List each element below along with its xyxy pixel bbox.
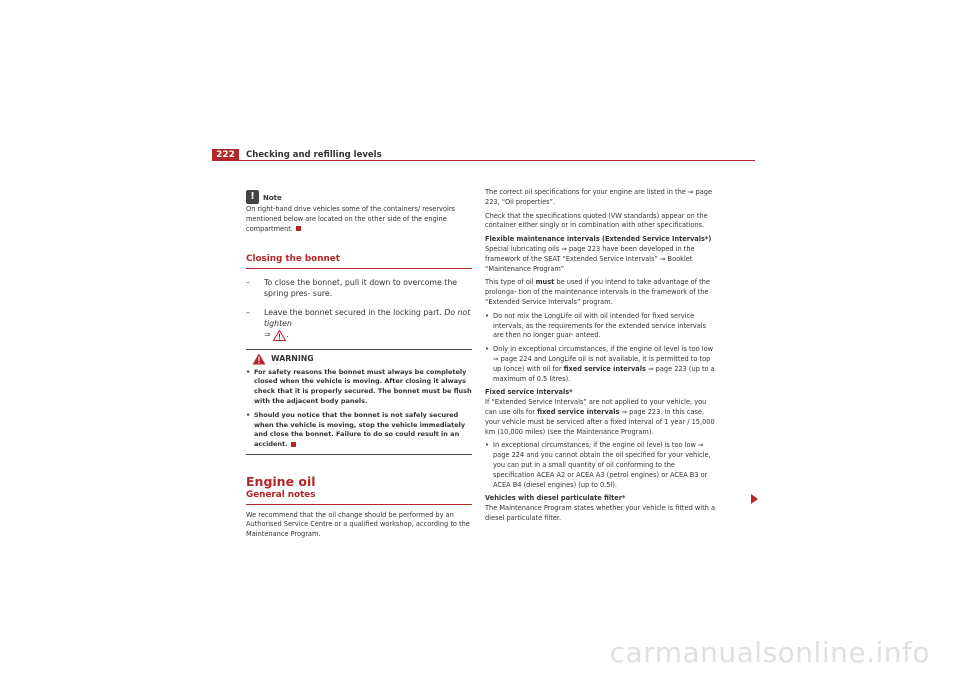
header-rule (212, 160, 755, 161)
warning-triangle-icon (252, 353, 266, 365)
subchapter-title: General notes (246, 491, 472, 505)
section-title-closing-bonnet: Closing the bonnet (246, 255, 472, 269)
right-column (485, 188, 715, 528)
running-title: Checking and refilling levels (246, 150, 382, 160)
warning-triangle-icon (273, 330, 286, 341)
watermark: carmanualsonline.info (609, 636, 930, 669)
step-2: – Leave the bonnet secured in the locking part. Do not tighten ⇒ . (246, 308, 471, 340)
end-mark-icon (296, 226, 301, 231)
paragraph: Check that the specifications quoted (VW standards) appear on the container either singly or in combination with other specifications. (485, 211, 708, 230)
left-column (246, 190, 472, 544)
info-note-icon: ! (246, 190, 259, 204)
bullet-item: • Only in exceptional circumstances, if the engine oil level is too low ⇒ page 224 and LongLife oil is not available, it is permitted to top up (once) with oil for fixed service intervals ⇒ page 223 (up to a maximum of 0.5 litres). (485, 345, 715, 383)
intro-paragraph: We recommend that the oil change should be performed by an Authorised Service Centre or a qualified workshop, according to the Maintenance Program. (246, 510, 470, 539)
step-1: – To close the bonnet, pull it down to overcome the spring pres- sure. (246, 278, 458, 299)
warning-title: WARNING (271, 353, 314, 363)
page-number: 222 (212, 149, 239, 161)
paragraph: Special lubricating oils ⇒ page 223 have been developed in the framework of the SEAT “Extended Service Intervals” ⇒ Booklet “Maintenance Program” (485, 244, 695, 273)
warning-item: • Should you notice that the bonnet is not safely secured when the vehicle is moving, stop the vehicle immediately and close the bonnet. Failure to do so could result in an accident. (246, 410, 466, 449)
paragraph: The correct oil specifications for your engine are listed in the ⇒ page 223, “Oil properties”. (485, 188, 713, 206)
note-text: On right-hand drive vehicles some of the containers/ reservoirs mentioned below are located on the other side of the engine compartment. (246, 205, 455, 233)
warning-item: • For safety reasons the bonnet must always be completely closed when the vehicle is moving. After closing it always check that it is properly secured. The bonnet must be flush with the adjacent body panels. (246, 367, 472, 406)
bullet-item: • Do not mix the LongLife oil with oil intended for fixed service intervals, as the requirements for the extended service intervals are then no longer guar- anteed. (485, 311, 707, 340)
warning-box (246, 349, 472, 455)
warning-header (246, 353, 472, 365)
paragraph: This type of oil must be used if you intend to take advantage of the prolonga- tion of the maintenance intervals in the framework of the “Extended Service Intervals” program. (485, 278, 710, 306)
paragraph: If “Extended Service Intervals” are not applied to your vehicle, you can use oils for fixed service intervals ⇒ page 223. In this case, your vehicle must be serviced after a fixed interval of 1 year / 15,000 km (10,000 miles) (see the Maintenance Program). (485, 398, 715, 436)
note-title: Note (263, 194, 282, 203)
note-header (246, 190, 472, 204)
subheading: Flexible maintenance intervals (Extended Service Intervals*) (485, 235, 712, 244)
end-mark-icon (291, 442, 296, 447)
continue-arrow-icon (751, 494, 758, 504)
chapter-title: Engine oil (246, 474, 316, 490)
paragraph: The Maintenance Program states whether your vehicle is fitted with a diesel particulate filter. (485, 504, 715, 522)
subheading: Fixed service intervals* (485, 388, 573, 397)
bullet-item: • In exceptional circumstances, if the engine oil level is too low ⇒ page 224 and you cannot obtain the oil specified for your vehicle, you can put in a small quantity of oil conforming to the specification ACEA A2 or ACEA A3 (petrol engines) or ACEA B3 or ACEA B4 (diesel engines) (up to 0.5l). (485, 441, 711, 489)
subheading: Vehicles with diesel particulate filter* (485, 494, 626, 503)
